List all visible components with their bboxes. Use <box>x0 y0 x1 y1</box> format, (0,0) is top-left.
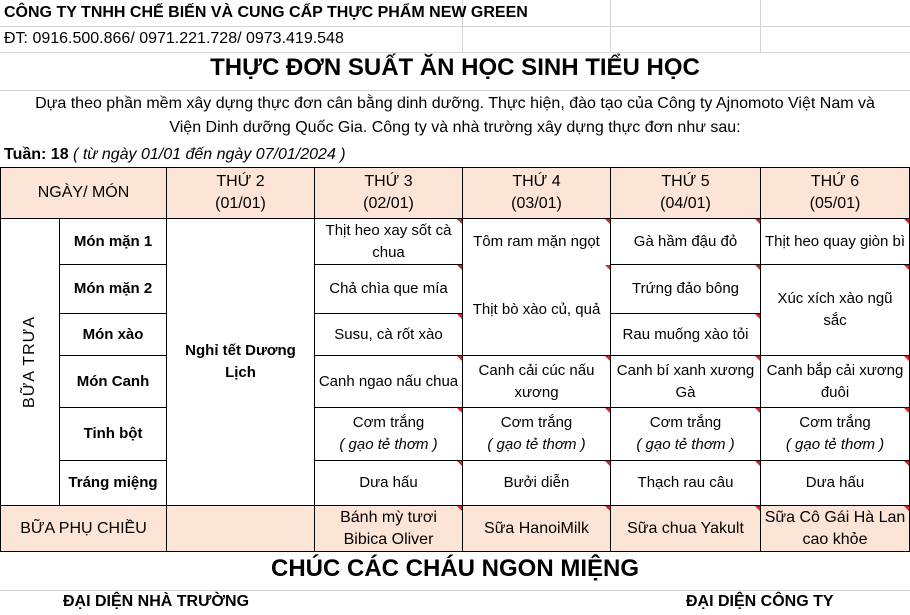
comment-indicator <box>457 314 462 319</box>
fri-man2-xao: Xúc xích xào ngũ sắc <box>777 290 893 329</box>
day-name: THỨ 5 <box>661 173 710 190</box>
mon-snack <box>167 506 314 551</box>
company-name: CÔNG TY TNHH CHẾ BIẾN VÀ CUNG CẤP THỰC PHẨM NEW GREEN <box>4 4 528 21</box>
wed-canh: Canh cải cúc nấu xương <box>478 361 595 401</box>
wed-man1: Tôm ram mặn ngọt <box>473 232 600 250</box>
comment-indicator <box>457 506 462 511</box>
comment-indicator <box>605 356 610 361</box>
thu-canh: Canh bí xanh xương Gà <box>616 361 755 401</box>
wed-trangmieng: Bưởi diễn <box>503 474 570 491</box>
comment-indicator <box>457 265 462 270</box>
comment-indicator <box>904 461 909 466</box>
comment-indicator <box>605 461 610 466</box>
header-day-fri <box>761 168 909 218</box>
school-representative: ĐẠI DIỆN NHÀ TRƯỜNG <box>63 593 250 610</box>
tinhbot-main: Cơm trắng <box>352 414 425 431</box>
day-name: THỨ 4 <box>512 173 561 190</box>
header-day-thu <box>611 168 760 218</box>
week-range: ( từ ngày 01/01 đến ngày 07/01/2024 ) <box>68 146 346 163</box>
comment-indicator <box>755 265 760 270</box>
comment-indicator <box>457 356 462 361</box>
comment-indicator <box>904 219 909 224</box>
row-label-xao: Món xào <box>82 325 144 343</box>
day-date: (04/01) <box>660 195 711 212</box>
header-corner <box>1 168 166 218</box>
company-representative: ĐẠI DIỆN CÔNG TY <box>686 593 834 610</box>
intro-line-1: Dựa theo phần mềm xây dựng thực đơn cân bằng dinh dưỡng. Thực hiện, đào tạo của Công ty Ajnomoto Việt Nam và <box>35 95 875 112</box>
snack-text: Sữa Cô Gái Hà Lan cao khỏe <box>764 508 906 548</box>
comment-indicator <box>605 506 610 511</box>
day-date: (05/01) <box>809 195 861 212</box>
comment-indicator <box>904 356 909 361</box>
snack-text: Bánh mỳ tươi Bibica Oliver <box>340 508 437 548</box>
wed-snack <box>463 506 610 551</box>
tinhbot-sub: ( gạo tẻ thơm ) <box>636 436 735 453</box>
comment-indicator <box>904 506 909 511</box>
fri-snack <box>761 506 909 551</box>
wed-man2-xao: Thịt bò xào củ, quả <box>472 301 601 318</box>
thu-tinhbot <box>611 408 760 460</box>
gridline <box>0 52 910 53</box>
tinhbot-sub: ( gạo tẻ thơm ) <box>785 436 885 453</box>
lunch-label-cell <box>1 219 59 505</box>
tue-xao: Susu, cà rốt xào <box>334 325 443 343</box>
monday-holiday-cell: Nghỉ tết Dương Lịch <box>185 342 296 381</box>
closing-message: CHÚC CÁC CHÁU NGON MIỆNG <box>271 555 639 582</box>
tinhbot-main: Cơm trắng <box>500 414 573 431</box>
thu-trangmieng: Thạch rau câu <box>637 474 734 491</box>
snack-label-cell <box>1 506 166 551</box>
header-day-tue <box>315 168 462 218</box>
row-label-man1: Món mặn 1 <box>73 232 153 250</box>
comment-indicator <box>457 461 462 466</box>
tue-tinhbot <box>315 408 462 460</box>
row-label-tinhbot: Tinh bột <box>83 425 143 442</box>
comment-indicator <box>755 506 760 511</box>
week-info <box>4 146 346 164</box>
lunch-label: BỮA TRƯA <box>21 316 38 408</box>
row-label-canh: Món Canh <box>76 372 150 390</box>
gridline <box>610 0 611 52</box>
header-corner-label: NGÀY/ MÓN <box>37 184 130 201</box>
fri-tinhbot <box>761 408 909 460</box>
fri-trangmieng: Dưa hấu <box>805 474 865 491</box>
comment-indicator <box>904 265 909 270</box>
tinhbot-main: Cơm trắng <box>649 414 722 431</box>
gridline <box>0 26 910 27</box>
row-label-trangmieng: Tráng miệng <box>68 474 158 491</box>
thu-man2: Trứng đảo bông <box>631 280 740 297</box>
header-day-mon <box>167 168 314 218</box>
thu-xao: Rau muống xào tỏi <box>622 325 749 343</box>
fri-canh: Canh bắp cải xương đuôi <box>766 361 904 401</box>
day-date: (03/01) <box>511 195 562 212</box>
comment-indicator <box>457 408 462 413</box>
wed-tinhbot <box>463 408 610 460</box>
thu-snack <box>611 506 760 551</box>
week-label: Tuần: 18 <box>4 146 69 163</box>
tue-trangmieng: Dưa hấu <box>359 474 418 491</box>
phone-numbers: ĐT: 0916.500.866/ 0971.221.728/ 0973.419.548 <box>4 30 344 47</box>
tue-canh: Canh ngao nấu chua <box>318 372 459 390</box>
tinhbot-sub: ( gạo tẻ thơm ) <box>487 436 586 453</box>
tinhbot-main: Cơm trắng <box>799 414 871 431</box>
comment-indicator <box>755 356 760 361</box>
gridline <box>0 590 910 591</box>
snack-text: Sữa chua Yakult <box>627 519 744 537</box>
tinhbot-sub: ( gạo tẻ thơm ) <box>339 436 438 453</box>
intro-line-2: Viện Dinh dưỡng Quốc Gia. Công ty và nhà trường xây dựng thực đơn như sau: <box>169 119 741 136</box>
comment-indicator <box>755 219 760 224</box>
day-name: THỨ 3 <box>364 173 413 190</box>
thu-man1: Gà hầm đậu đỏ <box>633 232 738 250</box>
row-label-man2: Món mặn 2 <box>73 280 153 297</box>
comment-indicator <box>605 265 610 270</box>
header-day-wed <box>463 168 610 218</box>
gridline <box>760 0 761 52</box>
tue-snack <box>315 506 462 551</box>
comment-indicator <box>755 314 760 319</box>
comment-indicator <box>457 219 462 224</box>
fri-man1: Thịt heo quay giòn bì <box>764 232 906 250</box>
comment-indicator <box>605 408 610 413</box>
day-date: (01/01) <box>215 195 266 212</box>
comment-indicator <box>904 408 909 413</box>
day-date: (02/01) <box>363 195 414 212</box>
snack-text: Sữa HanoiMilk <box>484 519 589 537</box>
snack-label: BỮA PHỤ CHIỀU <box>20 519 147 537</box>
intro-text <box>0 92 910 140</box>
tue-man1: Thịt heo xay sốt cà chua <box>325 221 452 261</box>
tue-man2: Chả chìa que mía <box>329 280 448 297</box>
comment-indicator <box>755 461 760 466</box>
day-name: THỨ 2 <box>216 173 265 190</box>
day-name: THỨ 6 <box>810 173 860 190</box>
menu-title: THỰC ĐƠN SUẤT ĂN HỌC SINH TIỂU HỌC <box>210 54 700 81</box>
menu-table <box>0 167 910 552</box>
comment-indicator <box>605 219 610 224</box>
comment-indicator <box>755 408 760 413</box>
gridline <box>0 90 910 91</box>
